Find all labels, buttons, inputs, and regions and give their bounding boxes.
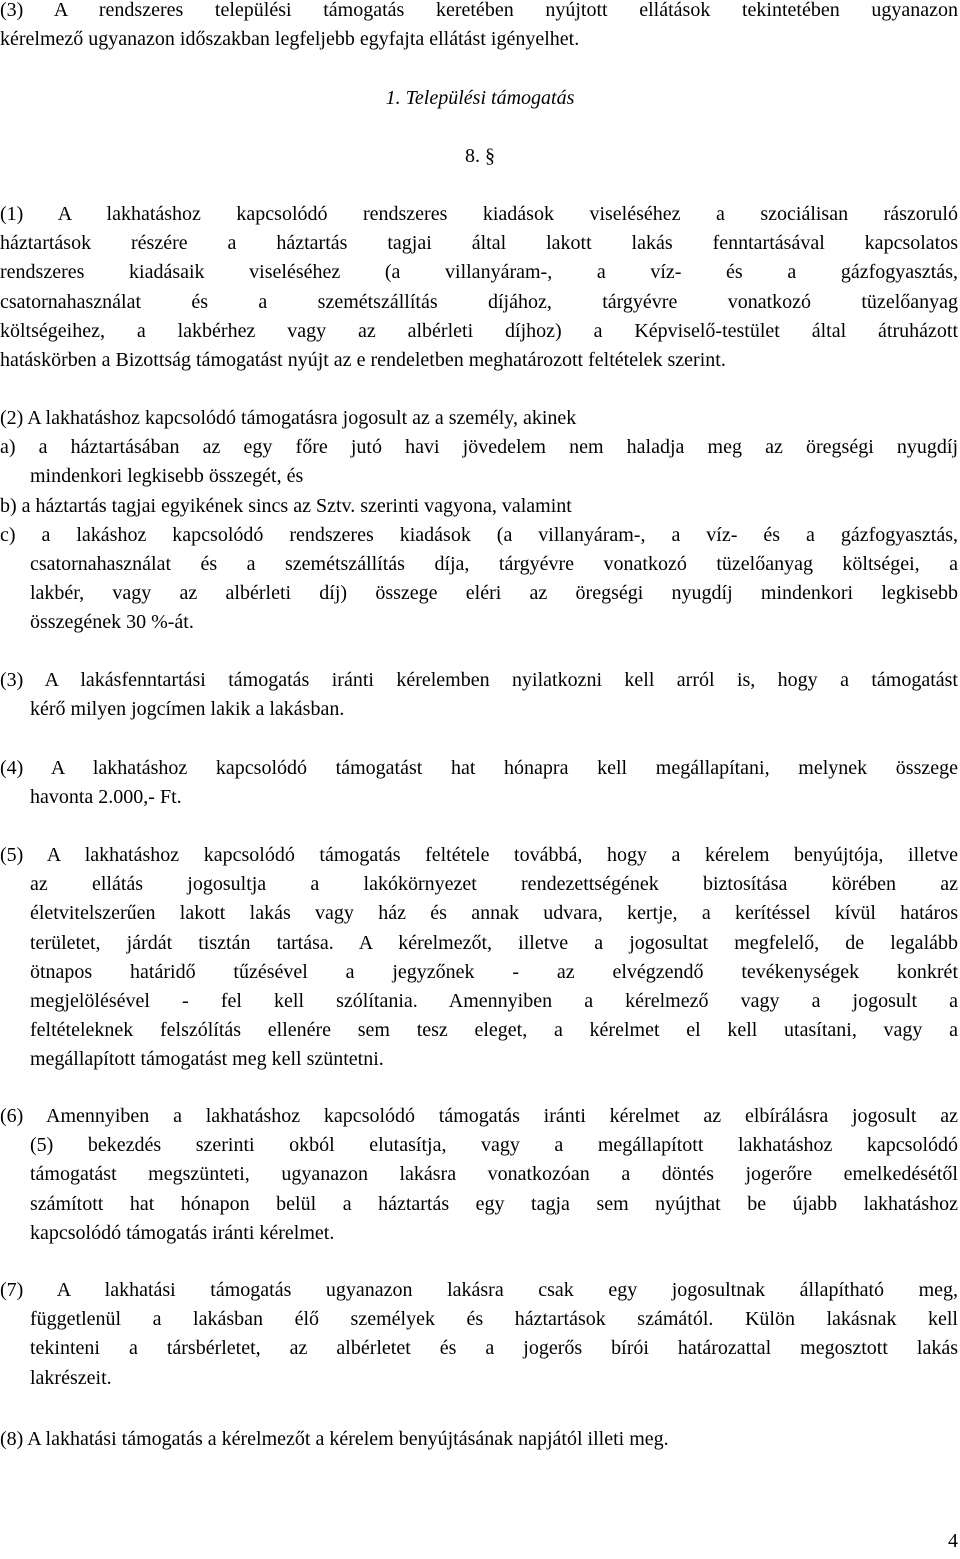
text-line: (7) A lakhatási támogatás ugyanazon lakásra csak egy jogosultnak állapítható meg, <box>0 1279 958 1301</box>
text-line: (1) A lakhatáshoz kapcsolódó rendszeres kiadások viseléséhez a szociálisan rászoruló <box>0 203 958 225</box>
paragraph-7 <box>0 1276 958 1393</box>
text-line: (3) A lakásfenntartási támogatás iránti kérelemben nyilatkozni kell arról is, hogy a támogatást <box>0 669 958 691</box>
text-line: feltételeknek felszólítás ellenére sem tesz eleget, a kérelmet el kell utasítani, vagy a <box>30 1019 958 1042</box>
text-line: hatáskörben a Bizottság támogatást nyújt az e rendeletben meghatározott feltételek szerint. <box>0 349 726 372</box>
text-line: ötnapos határidő tűzésével a jegyzőnek - az elvégzendő tevékenységek konkrét <box>30 960 958 983</box>
page-number: 4 <box>948 1530 958 1552</box>
text-line: (4) A lakhatáshoz kapcsolódó támogatást hat hónapra kell megállapítani, melynek összege <box>0 757 958 779</box>
text-line: tekinteni a társbérletet, az albérletet és a jogerős bírói határozattal megosztott lakás <box>30 1337 958 1360</box>
paragraph-3 <box>0 666 958 724</box>
text-line: (6) Amennyiben a lakhatáshoz kapcsolódó támogatás iránti kérelmet az elbírálásra jogosult az <box>0 1105 958 1127</box>
text-line: támogatást megszünteti, ugyanazon lakásra vonatkozóan a döntés jogerőre emelkedésétől <box>30 1163 958 1186</box>
text-line: függetlenül a lakásban élő személyek és háztartások számától. Külön lakásnak kell <box>30 1308 958 1331</box>
list-item-c: c) a lakáshoz kapcsolódó rendszeres kiadások (a villanyáram-, a víz- és a gázfogyasztás, <box>0 523 958 546</box>
list-item-a: a) a háztartásában az egy főre jutó havi jövedelem nem haladja meg az öregségi nyugdíj <box>0 436 958 459</box>
top-paragraph <box>0 0 958 54</box>
list-item-a-cont: mindenkori legkisebb összegét, és <box>30 465 304 488</box>
text-line: (5) A lakhatáshoz kapcsolódó támogatás feltétele továbbá, hogy a kérelem benyújtója, illetve <box>0 844 958 866</box>
paragraph-1 <box>0 200 958 375</box>
text-line: számított hat hónapon belül a háztartás egy tagja sem nyújthat be újabb lakhatáshoz <box>30 1192 958 1215</box>
text-line: kapcsolódó támogatás iránti kérelmet. <box>30 1221 335 1244</box>
text-line: kérő milyen jogcímen lakik a lakásban. <box>30 698 345 721</box>
text-line: megállapított támogatást meg kell szüntetni. <box>30 1048 384 1071</box>
text-line: lakrészeit. <box>30 1366 112 1389</box>
paragraph-4 <box>0 754 958 812</box>
text-line: (8) A lakhatási támogatás a kérelmezőt a kérelem benyújtásának napjától illeti meg. <box>0 1428 669 1450</box>
paragraph-6 <box>0 1102 958 1248</box>
list-item-b: b) a háztartás tagjai egyikének sincs az Sztv. szerinti vagyona, valamint <box>0 494 572 517</box>
list-item-c-cont: összegének 30 %-át. <box>30 611 194 634</box>
text-line: költségeihez, a lakbérhez vagy az albérleti díjhoz) a Képviselő-testület által átruházott <box>0 319 958 342</box>
text-line: (3) A rendszeres települési támogatás keretében nyújtott ellátások tekintetében ugyanazon <box>0 0 958 21</box>
text-line: (2) A lakhatáshoz kapcsolódó támogatásra jogosult az a személy, akinek <box>0 407 577 429</box>
paragraph-8 <box>0 1425 958 1454</box>
text-line: megjelölésével - fel kell szólítania. Amennyiben a kérelmező vagy a jogosult a <box>30 990 958 1013</box>
text-line: kérelmező ugyanazon időszakban legfeljebb egyfajta ellátást igényelhet. <box>0 28 580 51</box>
text-line: az ellátás jogosultja a lakókörnyezet rendezettségének biztosítása körében az <box>30 873 958 896</box>
text-line: rendszeres kiadásaik viseléséhez (a villanyáram-, a víz- és a gázfogyasztás, <box>0 261 958 284</box>
list-item-c-cont: csatornahasználat és a szemétszállítás díja, tárgyévre vonatkozó tüzelőanyag költségei, a <box>30 553 958 576</box>
chapter-heading: 1. Települési támogatás <box>385 87 575 109</box>
text-line: területet, járdát tisztán tartása. A kérelmezőt, illetve a jogosultat megfelelő, de legalább <box>30 931 958 954</box>
paragraph-2 <box>0 404 958 638</box>
text-line: havonta 2.000,- Ft. <box>30 786 182 809</box>
text-line: életvitelszerűen lakott lakás vagy ház és annak udvara, kertje, a kerítéssel kívül határos <box>30 902 958 925</box>
paragraph-5 <box>0 841 958 1075</box>
text-line: (5) bekezdés szerinti okból elutasítja, vagy a megállapított lakhatáshoz kapcsolódó <box>30 1134 958 1157</box>
text-line: háztartások részére a háztartás tagjai által lakott lakás fenntartásával kapcsolatos <box>0 232 958 255</box>
list-item-c-cont: lakbér, vagy az albérleti díj) összege eléri az öregségi nyugdíj mindenkori legkisebb <box>30 582 958 605</box>
section-heading: 8. § <box>465 145 495 167</box>
text-line: csatornahasználat és a szemétszállítás díjához, tárgyévre vonatkozó tüzelőanyag <box>0 290 958 313</box>
